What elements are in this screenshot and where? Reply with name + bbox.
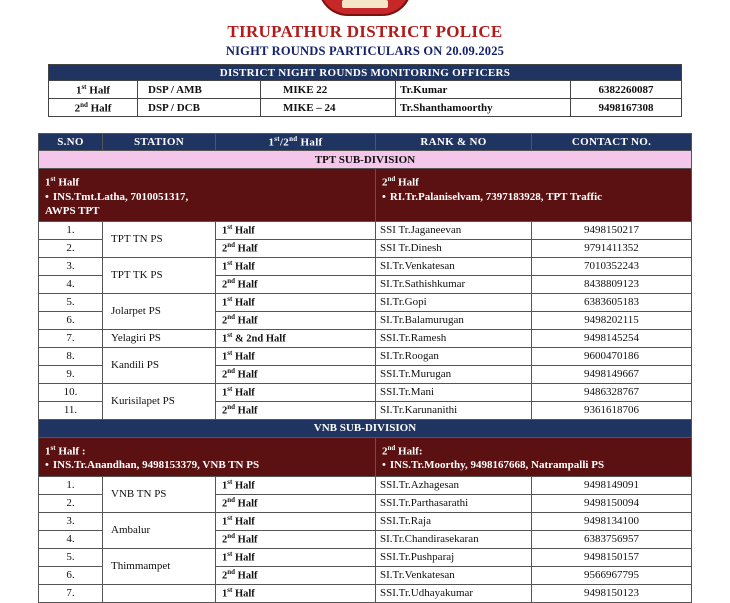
table-row: 10. Kurisilapet PS 1st Half SSI.Tr.Mani 9486328767 [39,383,692,401]
table-row: 9. 2nd Half SSI.Tr.Murugan 9498149667 [39,365,692,383]
table-row: 8. Kandili PS 1st Half SI.Tr.Roogan 9600470186 [39,347,692,365]
table-row: 7. 1st Half SSI.Tr.Udhayakumar 9498150123 [39,584,692,602]
vnb-division-row [39,419,692,437]
table-row: 6. 2nd Half SI.Tr.Balamurugan 9498202115 [39,311,692,329]
page-title: TIRUPATHUR DISTRICT POLICE [227,22,503,41]
division-title: TPT SUB-DIVISION [39,151,692,169]
incharge-first-half: 1st Half : • INS.Tr.Anandhan, 9498153379, VNB TN PS [39,437,376,476]
bullet-icon: • [382,459,386,472]
table-row: 2. 2nd Half SSI Tr.Dinesh 9791411352 [39,239,692,257]
col-contact: CONTACT NO. [532,134,692,151]
monitoring-officer-name: Tr.Shanthamoorthy [396,99,571,117]
bullet-icon: • [45,459,49,472]
page-subtitle: NIGHT ROUNDS PARTICULARS ON 20.09.2025 [225,44,505,58]
table-row: 7. Yelagiri PS 1st & 2nd Half SSI.Tr.Ramesh 9498145254 [39,329,692,347]
police-emblem-logo [318,0,412,16]
monitoring-officer-name: Tr.Kumar [396,81,571,99]
division-title: VNB SUB-DIVISION [39,419,692,437]
monitoring-half: 1st Half [49,81,138,99]
monitoring-half: 2nd Half [49,99,138,117]
table-row: 3. Ambalur 1st Half SSI.Tr.Raja 9498134100 [39,512,692,530]
bullet-icon: • [45,190,49,203]
table-row: 6. 2nd Half SI.Tr.Venkatesan 9566967795 [39,566,692,584]
table-row: 11. 2nd Half SI.Tr.Karunanithi 9361618706 [39,401,692,419]
column-header-row [39,134,692,151]
table-row: 1. VNB TN PS 1st Half SSI.Tr.Azhagesan 9498149091 [39,476,692,494]
incharge-second-half: 2nd Half • RI.Tr.Palaniselvam, 7397183928, TPT Traffic [376,169,692,222]
monitoring-call-sign: MIKE 22 [261,81,396,99]
table-row: 1. TPT TN PS 1st Half SSI Tr.Jaganeevan 9498150217 [39,221,692,239]
monitoring-heading: DISTRICT NIGHT ROUNDS MONITORING OFFICERS [49,65,682,81]
table-row: 4. 2nd Half SI.Tr.Chandirasekaran 6383756957 [39,530,692,548]
col-half: 1st/2nd Half [216,134,376,151]
col-sno: S.NO [39,134,103,151]
col-rank: RANK & NO [376,134,532,151]
incharge-second-half: 2nd Half: • INS.Tr.Moorthy, 9498167668, Natrampalli PS [376,437,692,476]
bullet-icon: • [382,190,386,203]
monitoring-officers-table [48,64,682,117]
monitoring-contact: 9498167308 [571,99,682,117]
night-rounds-table [38,133,692,603]
monitoring-call-sign: MIKE – 24 [261,99,396,117]
tpt-division-row [39,151,692,169]
table-row: 5. Thimmampet 1st Half SSI.Tr.Pushparaj 9498150157 [39,548,692,566]
col-station: STATION [103,134,216,151]
table-row: 2. 2nd Half SSI.Tr.Parthasarathi 9498150094 [39,494,692,512]
monitoring-row [49,99,682,117]
monitoring-row [49,81,682,99]
incharge-first-half: 1st Half • INS.Tmt.Latha, 7010051317, AWPS TPT [39,169,216,222]
vnb-incharge-row [39,437,692,476]
table-row: 3. TPT TK PS 1st Half SI.Tr.Venkatesan 7010352243 [39,257,692,275]
table-row: 4. 2nd Half SI.Tr.Sathishkumar 8438809123 [39,275,692,293]
tpt-incharge-row [39,169,692,222]
monitoring-post: DSP / DCB [138,99,261,117]
monitoring-post: DSP / AMB [138,81,261,99]
monitoring-contact: 6382260087 [571,81,682,99]
table-row: 5. Jolarpet PS 1st Half SI.Tr.Gopi 6383605183 [39,293,692,311]
